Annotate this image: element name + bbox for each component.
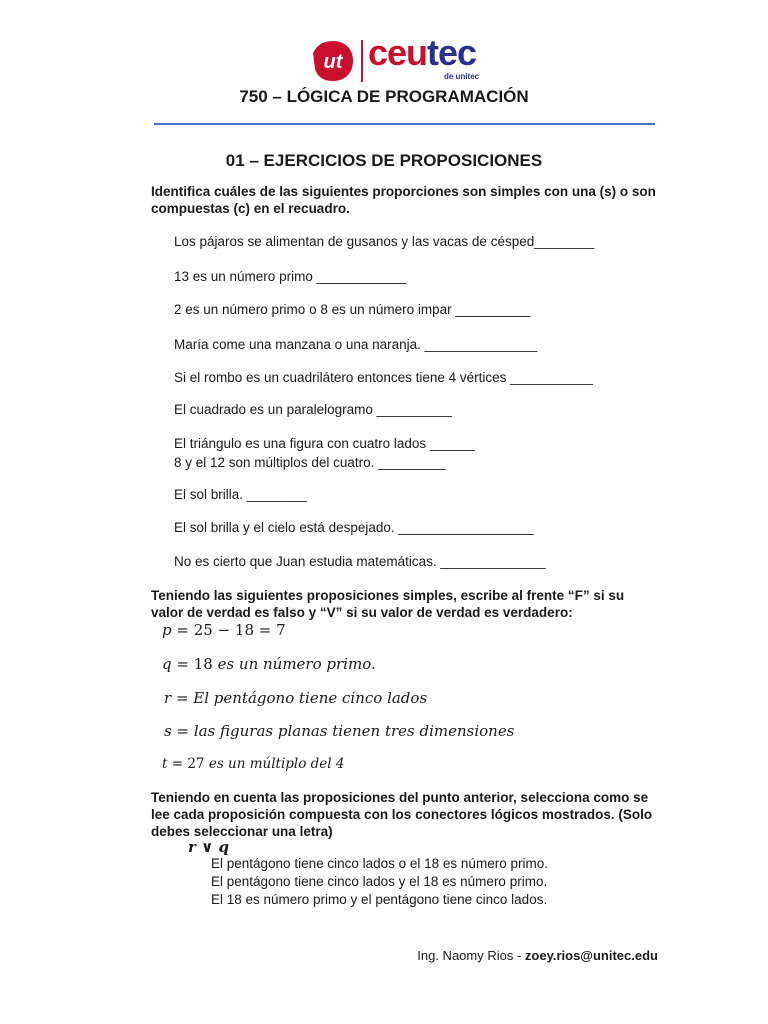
proposition-t: t = 27 es un múltiplo del 4 <box>162 756 345 772</box>
course-title: 750 – LÓGICA DE PROGRAMACIÓN <box>239 87 529 106</box>
list-item: No es cierto que Juan estudia matemáticas. ______________ <box>174 554 546 569</box>
ceutec-logo-mark-icon <box>311 39 355 83</box>
list-item: El sol brilla. ________ <box>174 487 307 502</box>
footer-email: zoey.rios@unitec.edu <box>524 948 658 963</box>
section-title: 01 – EJERCICIOS DE PROPOSICIONES <box>225 151 543 170</box>
footer-credit <box>417 948 658 963</box>
footer-author: Ing. Naomy Rios - <box>417 948 525 963</box>
answer-option[interactable]: El pentágono tiene cinco lados y el 18 es número primo. <box>211 874 548 889</box>
part2-instruction: Teniendo las siguientes proposiciones simples, escribe al frente “F” si su valor de verdad es falso y “V” si su valor de verdad es verdadero: <box>151 588 625 620</box>
connective-expression: r ∨ q <box>188 838 230 856</box>
proposition-q: q = 18 es un número primo. <box>162 655 376 673</box>
logo-subtitle: de unitec <box>444 72 480 81</box>
logo-wordmark: ceutec de unitec <box>368 32 480 81</box>
list-item: 2 es un número primo o 8 es un número impar __________ <box>174 302 531 317</box>
list-item: 8 y el 12 son múltiplos del cuatro. _________ <box>174 455 446 470</box>
part3-instruction: Teniendo en cuenta las proposiciones del punto anterior, selecciona como se lee cada proposición compuesta con los conectores lógicos mostrados. (Solo debes seleccionar una letra) <box>151 790 653 839</box>
list-item: María come una manzana o una naranja. _______________ <box>174 337 538 352</box>
list-item: 13 es un número primo ____________ <box>174 269 407 284</box>
part1-instruction: Identifica cuáles de las siguientes proporciones son simples con una (s) o son compuestas (c) en el recuadro. <box>151 184 656 216</box>
list-item: El cuadrado es un paralelogramo __________ <box>174 402 452 417</box>
proposition-p: p = 25 − 18 = 7 <box>162 621 286 639</box>
ceutec-logo <box>311 32 488 84</box>
list-item: Los pájaros se alimentan de gusanos y las vacas de césped________ <box>174 234 595 249</box>
list-item: Si el rombo es un cuadrilátero entonces tiene 4 vértices ___________ <box>174 370 593 385</box>
header-divider <box>154 123 655 125</box>
logo-divider <box>361 40 363 82</box>
list-item: El sol brilla y el cielo está despejado. __________________ <box>174 520 534 535</box>
proposition-r: r = El pentágono tiene cinco lados <box>164 689 428 707</box>
proposition-s: s = las figuras planas tienen tres dimensiones <box>164 722 515 740</box>
svg-text:ut: ut <box>323 51 343 73</box>
answer-option[interactable]: El 18 es número primo y el pentágono tiene cinco lados. <box>211 892 548 907</box>
list-item: El triángulo es una figura con cuatro lados ______ <box>174 436 475 451</box>
answer-option[interactable]: El pentágono tiene cinco lados o el 18 es número primo. <box>211 856 548 871</box>
